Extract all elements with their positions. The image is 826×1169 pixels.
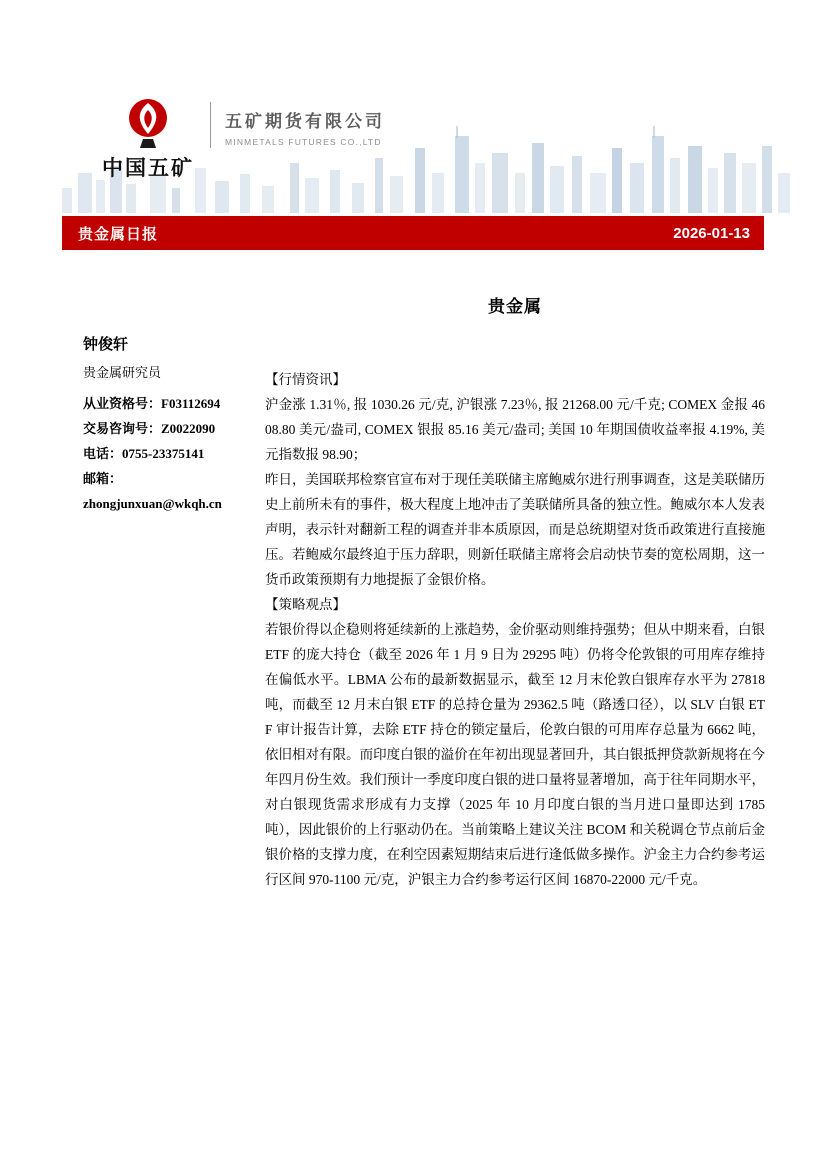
section-heading-market-news: 【行情资讯】 <box>265 372 346 387</box>
analyst-name: 钟俊轩 <box>83 337 129 353</box>
analyst-qualification-no: 从业资格号：F03112694 <box>83 396 221 411</box>
analyst-advisory-no: 交易咨询号：Z0022090 <box>83 421 216 436</box>
section-heading-strategy-view: 【策略观点】 <box>265 597 346 612</box>
analyst-title: 贵金属研究员 <box>83 365 162 380</box>
brand-divider <box>210 102 211 148</box>
report-header <box>0 0 826 215</box>
analyst-email-label: 邮箱： <box>83 471 123 486</box>
market-news-paragraph: 沪金涨 1.31％, 报 1030.26 元/克, 沪银涨 7.23％, 报 21268.00 元/千克; COMEX 金报 4608.80 美元/盎司, COMEX 银报 85.16 美元/盎司; 美国 10 年期国债收益率报 4.19%, 美元指数报 98.90； <box>265 397 765 462</box>
market-news-paragraph: 昨日，美国联邦检察官宣布对于现任美联储主席鲍威尔进行刑事调查，这是美联储历史上前所未有的事件，极大程度上地冲击了美联储所具备的独立性。鲍威尔本人发表声明，表示针对翻新工程的调查并非本质原因，而是总统期望对货币政策进行直接施压。若鲍威尔最终迫于压力辞职，则新任联储主席将会启动快节奏的宽松周期，这一货币政策预期有力地提振了金银价格。 <box>265 472 765 587</box>
banner-title: 贵金属日报 <box>78 226 159 243</box>
report-text <box>265 367 765 892</box>
analyst-phone: 电话：0755-23375141 <box>83 446 205 461</box>
page-title: 贵金属 <box>488 297 542 316</box>
banner-date: 2026-01-13 <box>673 224 750 242</box>
company-name-en: MINMETALS FUTURES CO.,LTD <box>225 137 382 147</box>
analyst-info-panel <box>83 333 261 516</box>
report-banner <box>62 216 764 250</box>
analyst-email-link[interactable]: zhongjunxuan@wkqh.cn <box>83 496 222 511</box>
logo-text: 中国五矿 <box>102 156 194 180</box>
company-name-block <box>225 98 385 147</box>
minmetals-logo <box>100 98 196 182</box>
brand-block <box>100 98 385 182</box>
company-name-cn: 五矿期货有限公司 <box>225 112 385 131</box>
strategy-view-paragraph: 若银价得以企稳则将延续新的上涨趋势，金价驱动则维持强势；但从中期来看，白银 ETF 的庞大持仓（截至 2026 年 1 月 9 日为 29295 吨）仍将令伦敦银的可用库存维持在偏低水平。LBMA 公布的最新数据显示，截至 12 月末伦敦白银库存水平为 27818 吨，而截至 12 月末白银 ETF 的总持仓量为 29362.5 吨（路透口径），以 SLV 白银 ETF 审计报告计算，去除 ETF 持仓的锁定量后，伦敦白银的可用库存总量为 6662 吨，依旧相对有限。而印度白银的溢价在年初出现显著回升，其白银抵押贷款新规将在今年四月份生效。我们预计一季度印度白银的进口量将显著增加，高于往年同期水平，对白银现货需求形成有力支撑（2025 年 10 月印度白银的当月进口量即达到 1785 吨），因此银价的上行驱动仍在。当前策略上建议关注 BCOM 和关税调仓节点前后金银价格的支撑力度，在利空因素短期结束后进行逢低做多操作。沪金主力合约参考运行区间 970-1100 元/克，沪银主力合约参考运行区间 16870-22000 元/千克。 <box>265 622 765 887</box>
minmetals-emblem-icon <box>123 98 173 150</box>
report-body <box>265 292 765 892</box>
